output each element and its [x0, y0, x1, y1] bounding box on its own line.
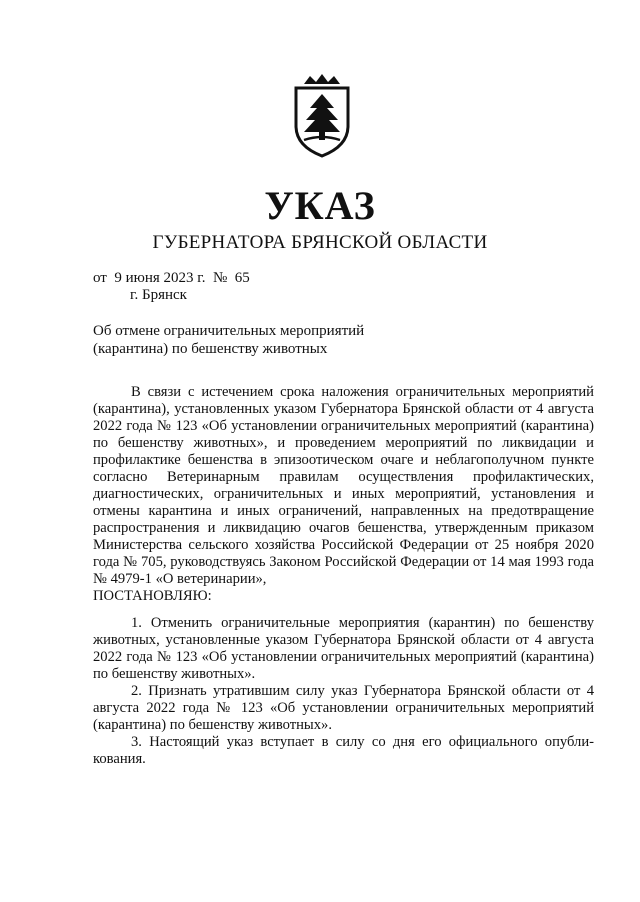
subject-line-2: (карантина) по бешенству животных — [93, 341, 328, 357]
subject-line-1: Об отмене ограничительных мероприятий — [93, 323, 365, 339]
decree-item-2: 2. Признать утратившим силу указ Губернатора Брянской области от 4 августа 2022 года № 123 «Об установлении ограничительных мероприятий (карантина) по бешенству животных». — [93, 683, 594, 733]
decree-item-3: 3. Настоящий указ вступает в силу со дня его официального опубли-кования. — [93, 734, 594, 767]
document-title: УКАЗ — [264, 183, 376, 228]
document-body — [93, 384, 594, 768]
city-line: г. Брянск — [130, 287, 187, 303]
coat-of-arms-icon — [290, 74, 354, 158]
preamble-paragraph: В связи с истечением срока наложения ограничительных мероприятий (карантина), установленных указом Губернатора Брянской области от 4 августа 2022 года № 123 «Об установлении ограничительных мероприятий (карантина) по бешенству животных», и проведением мероприятий по ликвидации и профилактике бешенства в эпизоотическом очаге и неблагополучном пункте согласно Ветеринарным правилам осуществления профилактических, диагностических, ограничительных и иных мероприятий, установления и отмены карантина и иных ограничений, направленных на предотвращение распространения и ликвидацию очагов бешенства, утвержденным приказом Министерства сельского хозяйства Российской Федерации от 25 ноября 2020 года № 705, руководствуясь Законом Российской Федерации от 14 мая 1993 года № 4979-1 «О ветеринарии», — [93, 384, 594, 587]
date-number-line: от 9 июня 2023 г. № 65 — [93, 270, 250, 286]
decree-heading: ПОСТАНОВЛЯЮ: — [93, 588, 212, 604]
decree-item-1: 1. Отменить ограничительные мероприятия (карантин) по бешенству животных, установленные указом Губернатора Брянской области от 4 августа 2022 года № 123 «Об установлении ограничительных мероприятий (карантина) по бешенству животных». — [93, 615, 594, 682]
subject-block — [93, 322, 364, 358]
document-issuer: ГУБЕРНАТОРА БРЯНСКОЙ ОБЛАСТИ — [152, 232, 488, 253]
